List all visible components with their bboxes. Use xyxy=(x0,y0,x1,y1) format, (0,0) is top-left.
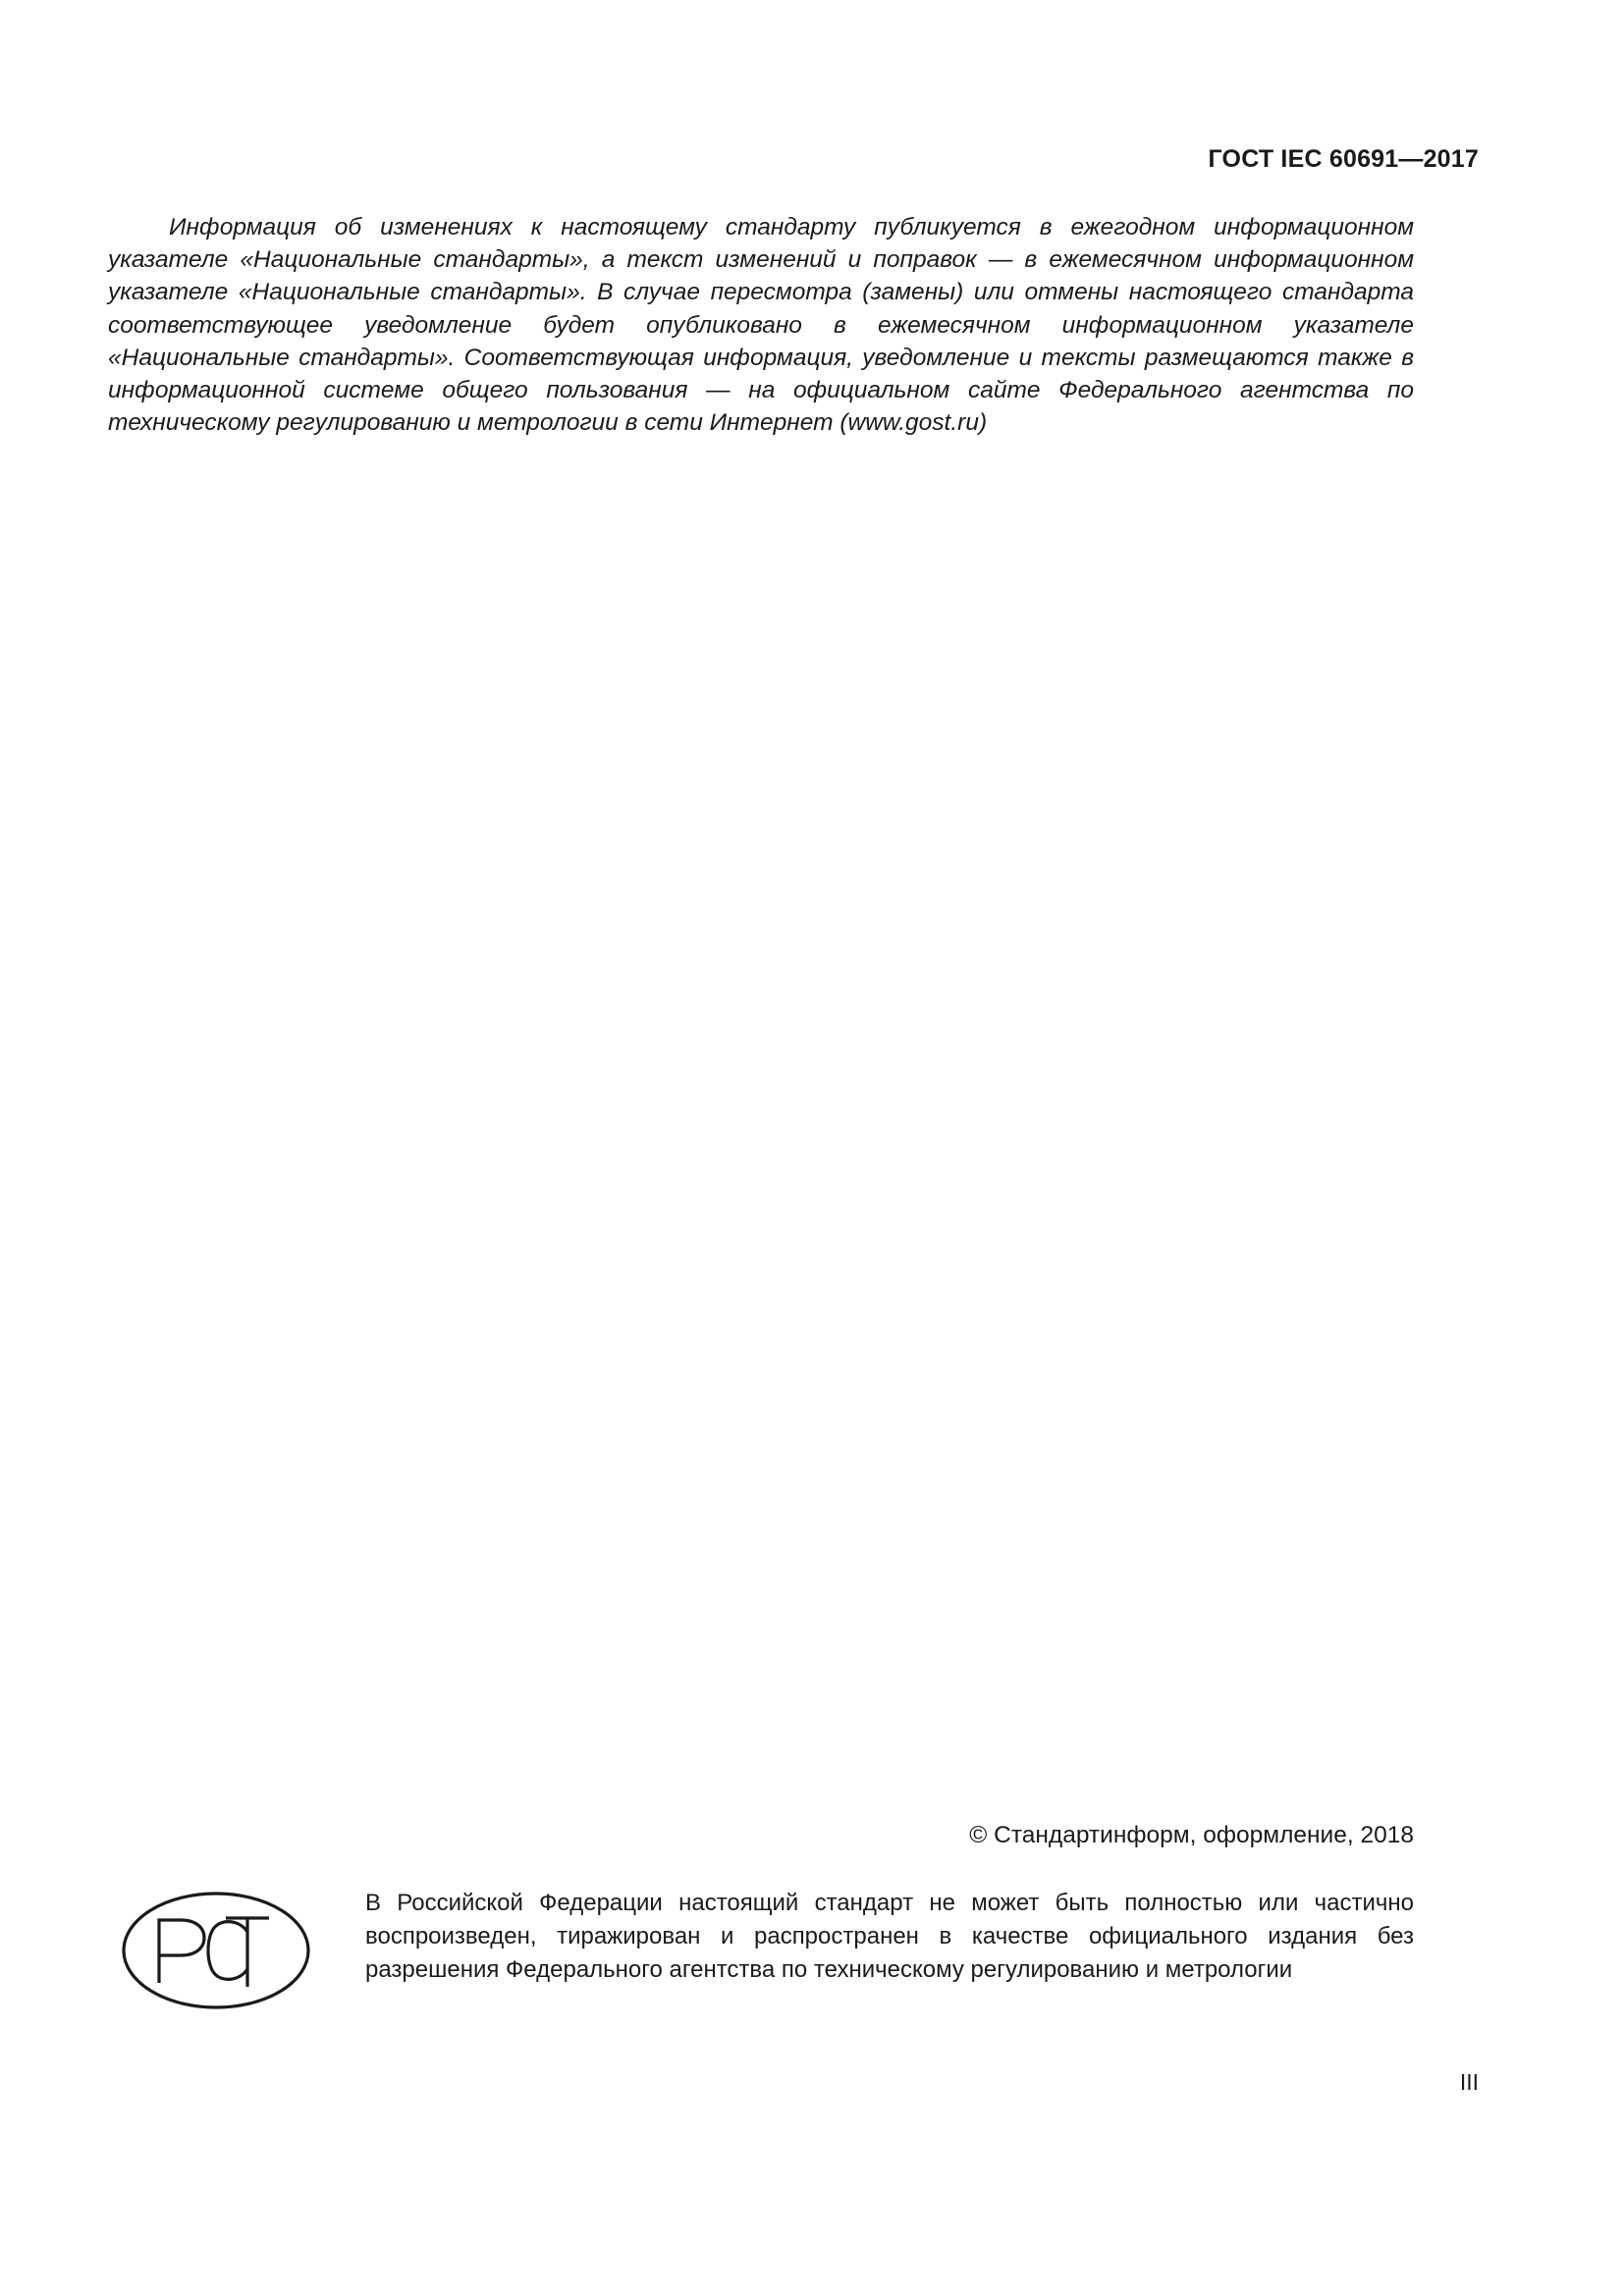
reproduction-notice: В Российской Федерации настоящий стандарт не может быть полностью или частично воспроизведен, тиражирован и распространен в качестве официального издания без разрешения Федерального агентства по техническому регулированию и метрологии xyxy=(365,1890,1414,1984)
rst-certification-emblem xyxy=(120,1877,312,2024)
page-header-standard-code: ГОСТ IEC 60691—2017 xyxy=(1208,145,1479,173)
amendments-information-paragraph: Информация об изменениях к настоящему стандарту публикуется в ежегодном информационном указателе «Национальные стандарты», а текст изменений и поправок — в ежемесячном информационном указателе «Национальные стандарты». В случае пересмотра (замены) или отмены настоящего стандарта соответствующее уведомление будет опубликовано в ежемесячном информационном указателе «Национальные стандарты». Соответствующая информация, уведомление и тексты размещаются также в информационной системе общего пользования — на официальном сайте Федерального агентства по техническому регулированию и метрологии в сети Интернет (www.gost.ru) xyxy=(108,214,1414,437)
page-number: III xyxy=(1459,2069,1479,2095)
copyright-line: © Стандартинформ, оформление, 2018 xyxy=(969,1822,1414,1848)
